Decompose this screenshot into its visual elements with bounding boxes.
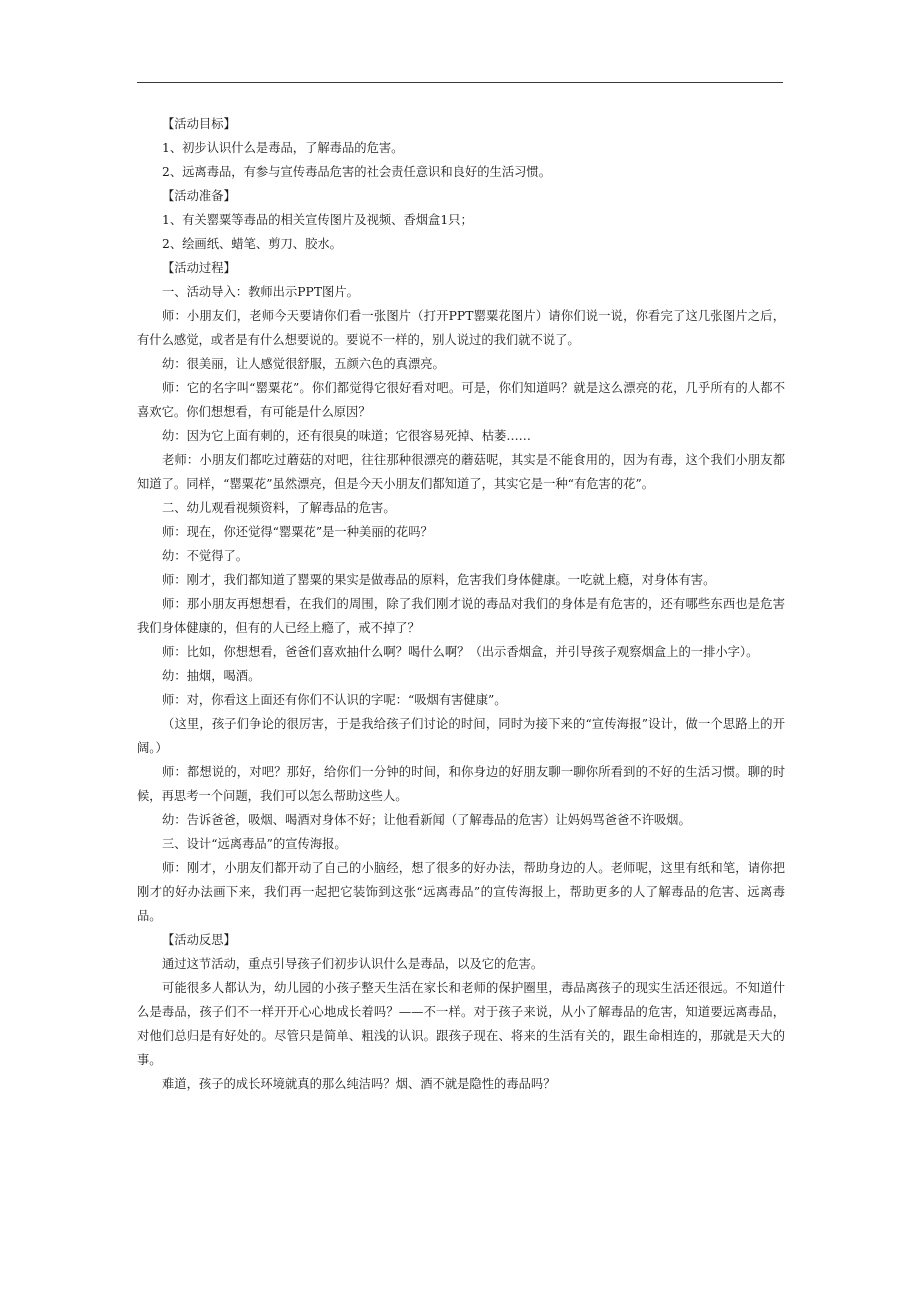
note-paragraph: （这里，孩子们争论的很厉害，于是我给孩子们讨论的时间，同时为接下来的“宣传海报”设计，做一个思路上的开阔。） bbox=[137, 717, 785, 755]
dialogue-paragraph: 师：小朋友们，老师今天要请你们看一张图片（打开PPT罂粟花图片）请你们说一说，你看完了这几张图片之后，有什么感觉，或者是有什么想要说的。要说不一样的，别人说过的我们就不说了。 bbox=[137, 309, 785, 347]
section-heading-goals: 【活动目标】 bbox=[162, 117, 236, 131]
preparation-item: 2、绘画纸、蜡笔、剪刀、胶水。 bbox=[162, 237, 342, 251]
section-heading-reflection: 【活动反思】 bbox=[162, 933, 236, 947]
dialogue-paragraph: 幼：告诉爸爸，吸烟、喝酒对身体不好；让他看新闻（了解毒品的危害）让妈妈骂爸爸不许吸烟。 bbox=[162, 813, 691, 827]
dialogue-paragraph: 师：都想说的，对吧？那好，给你们一分钟的时间，和你身边的好朋友聊一聊你所看到的不好的生活习惯。聊的时候，再思考一个问题，我们可以怎么帮助这些人。 bbox=[137, 765, 785, 803]
header-rule bbox=[137, 82, 783, 83]
goal-item: 2、远离毒品，有参与宣传毒品危害的社会责任意识和良好的生活习惯。 bbox=[162, 165, 552, 179]
dialogue-paragraph: 幼：不觉得了。 bbox=[162, 549, 249, 563]
dialogue-paragraph: 师：现在，你还觉得“罂粟花”是一种美丽的花吗？ bbox=[162, 525, 433, 539]
dialogue-paragraph: 师：刚才，我们都知道了罂粟的果实是做毒品的原料，危害我们身体健康。一吃就上瘾，对身体有害。 bbox=[162, 573, 716, 587]
reflection-paragraph: 通过这节活动，重点引导孩子们初步认识什么是毒品，以及它的危害。 bbox=[162, 957, 544, 971]
process-step-heading: 二、幼儿观看视频资料，了解毒品的危害。 bbox=[162, 501, 396, 515]
process-step-heading: 一、活动导入：教师出示PPT图片。 bbox=[162, 285, 359, 299]
section-heading-preparation: 【活动准备】 bbox=[162, 189, 236, 203]
goal-item: 1、初步认识什么是毒品，了解毒品的危害。 bbox=[162, 141, 404, 155]
dialogue-paragraph: 师：那小朋友再想想看，在我们的周围，除了我们刚才说的毒品对我们的身体是有危害的，还有哪些东西也是危害我们身体健康的，但有的人已经上瘾了，戒不掉了？ bbox=[137, 597, 785, 635]
document-body bbox=[137, 112, 785, 1096]
dialogue-paragraph: 老师：小朋友们都吃过蘑菇的对吧，往往那种很漂亮的蘑菇呢，其实是不能食用的，因为有毒，这个我们小朋友都知道了。同样，“罂粟花”虽然漂亮，但是今天小朋友们都知道了，其实它是一种“有危害的花”。 bbox=[137, 453, 785, 491]
dialogue-paragraph: 幼：很美丽，让人感觉很舒服，五颜六色的真漂亮。 bbox=[162, 357, 445, 371]
reflection-paragraph: 可能很多人都认为，幼儿园的小孩子整天生活在家长和老师的保护圈里，毒品离孩子的现实生活还很远。不知道什么是毒品，孩子们不一样开开心心地成长着吗？——不一样。对于孩子来说，从小了解毒品的危害，知道要远离毒品，对他们总归是有好处的。尽管只是简单、粗浅的认识。跟孩子现在、将来的生活有关的，跟生命相连的，那就是天大的事。 bbox=[137, 981, 785, 1067]
dialogue-paragraph: 师：刚才，小朋友们都开动了自己的小脑经，想了很多的好办法，帮助身边的人。老师呢，这里有纸和笔，请你把刚才的好办法画下来，我们再一起把它装饰到这张“远离毒品”的宣传海报上，帮助更多的人了解毒品的危害、远离毒品。 bbox=[137, 861, 785, 923]
dialogue-paragraph: 师：比如，你想想看，爸爸们喜欢抽什么啊？喝什么啊？（出示香烟盒，并引导孩子观察烟盒上的一排小字）。 bbox=[162, 645, 759, 659]
dialogue-paragraph: 幼：因为它上面有刺的，还有很臭的味道；它很容易死掉、枯萎…… bbox=[162, 429, 531, 443]
reflection-paragraph: 难道，孩子的成长环境就真的那么纯洁吗？烟、酒不就是隐性的毒品吗？ bbox=[162, 1077, 556, 1091]
preparation-item: 1、有关罂粟等毒品的相关宣传图片及视频、香烟盒1只； bbox=[162, 213, 473, 227]
section-heading-process: 【活动过程】 bbox=[162, 261, 236, 275]
dialogue-paragraph: 师：它的名字叫“罂粟花”。你们都觉得它很好看对吧。可是，你们知道吗？就是这么漂亮的花，几乎所有的人都不喜欢它。你们想想看，有可能是什么原因？ bbox=[137, 381, 785, 419]
dialogue-paragraph: 师：对，你看这上面还有你们不认识的字呢：“吸烟有害健康”。 bbox=[162, 693, 507, 707]
dialogue-paragraph: 幼：抽烟，喝酒。 bbox=[162, 669, 261, 683]
process-step-heading: 三、设计“远离毒品”的宣传海报。 bbox=[162, 837, 347, 851]
